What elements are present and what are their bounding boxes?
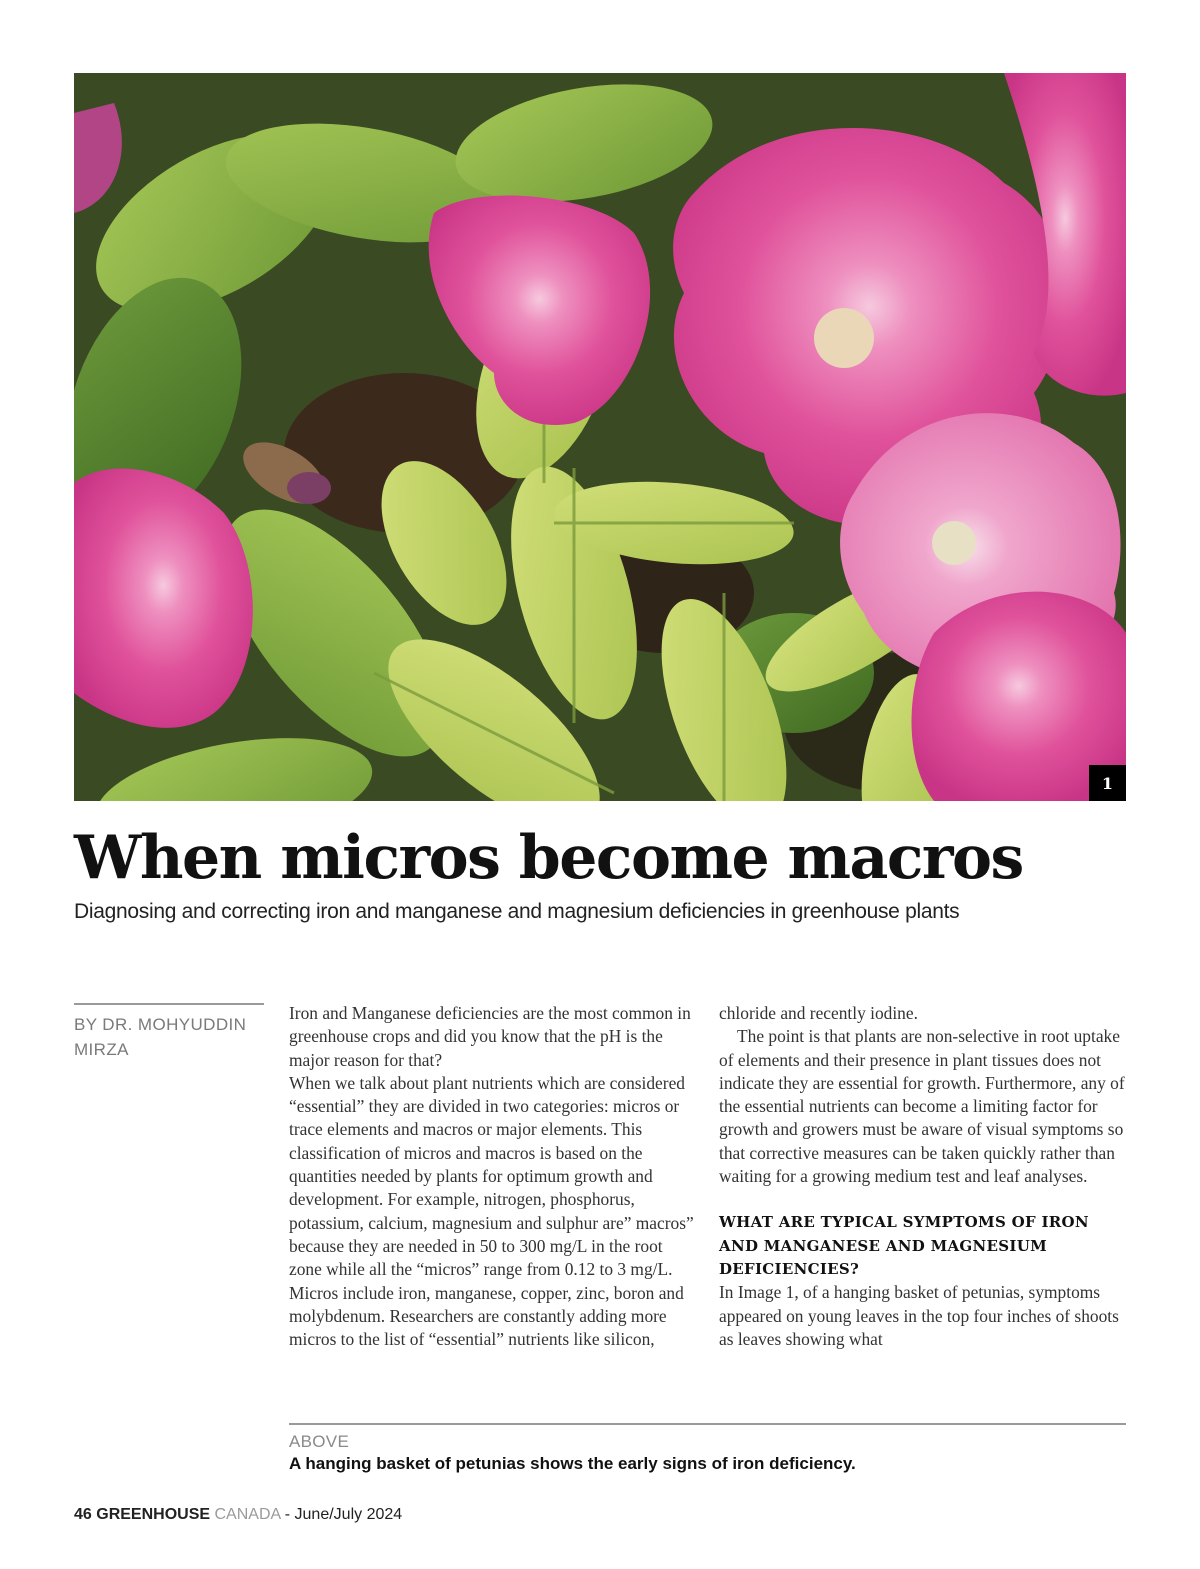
photo-number-badge: 1	[1089, 765, 1126, 801]
hero-photo	[74, 73, 1126, 801]
publication-name-suffix: CANADA	[214, 1506, 281, 1523]
page-footer	[74, 1504, 402, 1526]
body-column-1	[289, 1002, 699, 1351]
section-heading: WHAT ARE TYPICAL SYMPTOMS OF IRON AND MANGANESE AND MAGNESIUM DEFICIENCIES?	[719, 1213, 1089, 1278]
petunia-photo-illustration	[74, 73, 1126, 801]
byline: BY DR. MOHYUDDIN MIRZA	[74, 1015, 247, 1059]
issue-date: - June/July 2024	[284, 1506, 403, 1523]
body-paragraph: In Image 1, of a hanging basket of petunias, symptoms appeared on young leaves in the top four inches of shoots as leaves showing what	[719, 1282, 1119, 1349]
caption-divider	[289, 1423, 1126, 1425]
page-number: 46	[74, 1506, 92, 1523]
body-column-2	[719, 1002, 1129, 1351]
body-paragraph: Iron and Manganese deficiencies are the most common in greenhouse crops and did you know that the pH is the major reason for that?	[289, 1003, 691, 1070]
caption-label: ABOVE	[289, 1432, 350, 1451]
body-paragraph: The point is that plants are non-selective in root uptake of elements and their presence in plant tissues does not indicate they are essential for growth. Furthermore, any of the essential nutrients can become a limiting factor for growth and growers must be aware of visual symptoms so that corrective measures can be taken quickly rather than waiting for a growing medium test and leaf analyses.	[719, 1026, 1125, 1187]
body-paragraph-continued: chloride and recently iodine.	[719, 1003, 918, 1023]
publication-name: GREENHOUSE	[96, 1506, 211, 1523]
caption-text: A hanging basket of petunias shows the early signs of iron deficiency.	[289, 1454, 856, 1473]
paragraph-spacer	[719, 1188, 1129, 1211]
article-title: When micros become macros	[74, 823, 1023, 893]
byline-divider	[74, 1003, 264, 1005]
body-paragraph: When we talk about plant nutrients which are considered “essential” they are divided in two categories: micros or trace elements and macros or major elements. This classification of micros and macros is based on the quantities needed by plants for optimum growth and development. For example, nitrogen, phosphorus, potassium, calcium, magnesium and sulphur are” macros” because they are needed in 50 to 300 mg/L in the root zone while all the “micros” range from 0.12 to 3 mg/L. Micros include iron, manganese, copper, zinc, boron and molybdenum. Researchers are constantly adding more micros to the list of “essential” nutrients like silicon,	[289, 1072, 694, 1350]
article-subtitle: Diagnosing and correcting iron and manganese and magnesium deficiencies in greenhouse plants	[74, 900, 960, 923]
